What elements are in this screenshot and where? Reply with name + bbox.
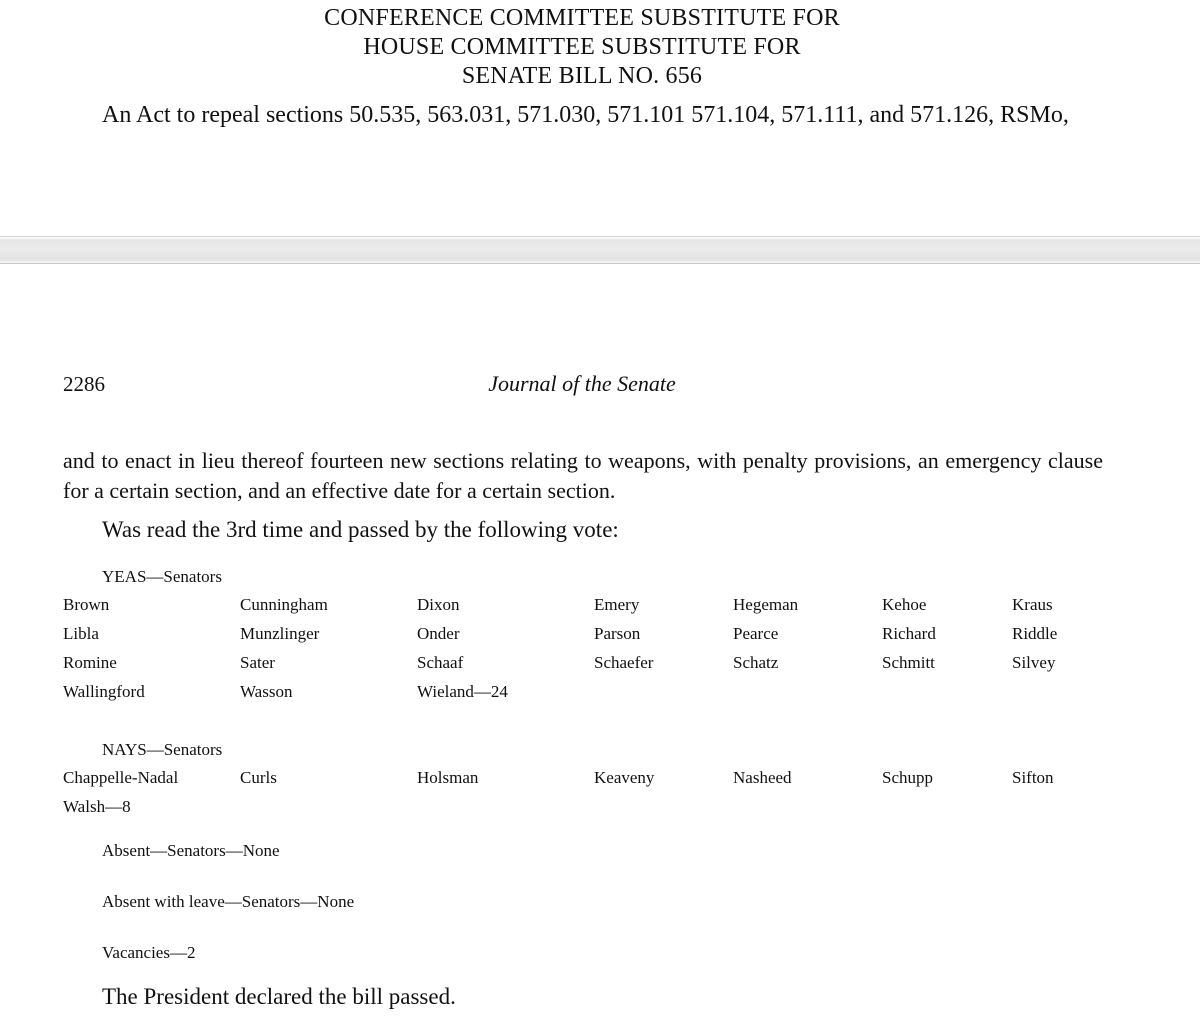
yea-senator: Munzlinger	[240, 624, 320, 643]
yea-senator: Onder	[417, 624, 460, 643]
vote-intro: Was read the 3rd time and passed by the following vote:	[102, 517, 619, 542]
nay-senator: Sifton	[1012, 768, 1054, 787]
nay-senator: Chappelle-Nadal	[63, 768, 179, 787]
yea-senator: Wasson	[240, 682, 293, 701]
bill-title-line-1: CONFERENCE COMMITTEE SUBSTITUTE FOR	[324, 5, 840, 31]
nay-senator-total: Walsh—8	[63, 797, 131, 816]
yea-senator: Schaaf	[417, 653, 464, 672]
nay-senator: Schupp	[882, 768, 933, 787]
absent-line: Absent—Senators—None	[102, 841, 280, 860]
yea-senator: Brown	[63, 595, 110, 614]
bill-title-line-3: SENATE BILL NO. 656	[461, 63, 703, 89]
page-number: 2286	[63, 372, 105, 396]
act-continuation: and to enact in lieu thereof fourteen new sections relating to weapons, with penalty provisions, an emergency clause for a certain section, and an effective date for a certain section.	[63, 448, 1103, 503]
nays-heading: NAYS—Senators	[102, 740, 223, 759]
page-break-divider	[0, 236, 1200, 264]
yea-senator: Sater	[240, 653, 275, 672]
yea-senator: Riddle	[1012, 624, 1058, 643]
yea-senator: Libla	[63, 624, 99, 643]
closing-statement: The President declared the bill passed.	[102, 984, 456, 1009]
absent-with-leave-line: Absent with leave—Senators—None	[102, 892, 355, 911]
nay-senator: Curls	[240, 768, 277, 787]
bill-title-line-2: HOUSE COMMITTEE SUBSTITUTE FOR	[363, 34, 801, 60]
running-head: Journal of the Senate	[488, 371, 676, 396]
yea-senator: Richard	[882, 624, 936, 643]
yea-senator: Kraus	[1012, 595, 1053, 614]
nay-senator: Nasheed	[733, 768, 792, 787]
yea-senator: Cunningham	[240, 595, 328, 614]
yea-senator: Schatz	[733, 653, 779, 672]
yea-senator: Schaefer	[594, 653, 654, 672]
yea-senator: Wallingford	[63, 682, 145, 701]
nays-list	[63, 767, 1163, 825]
yea-senator: Dixon	[417, 595, 460, 614]
yea-senator: Romine	[63, 653, 117, 672]
vacancies-line: Vacancies—2	[102, 943, 196, 962]
yea-senator: Hegeman	[733, 595, 799, 614]
yea-senator: Parson	[594, 624, 641, 643]
yea-senator: Pearce	[733, 624, 779, 643]
yea-senator: Emery	[594, 595, 640, 614]
act-description: An Act to repeal sections 50.535, 563.031, 571.030, 571.101 571.104, 571.111, and 571.126, RSMo,	[102, 102, 1069, 128]
yea-senator: Silvey	[1012, 653, 1056, 672]
nay-senator: Holsman	[417, 768, 479, 787]
yea-senator: Kehoe	[882, 595, 927, 614]
yea-senator: Schmitt	[882, 653, 935, 672]
yea-senator-total: Wieland—24	[417, 682, 508, 701]
yeas-list	[63, 594, 1163, 710]
nay-senator: Keaveny	[594, 768, 655, 787]
yeas-heading: YEAS—Senators	[102, 567, 222, 586]
